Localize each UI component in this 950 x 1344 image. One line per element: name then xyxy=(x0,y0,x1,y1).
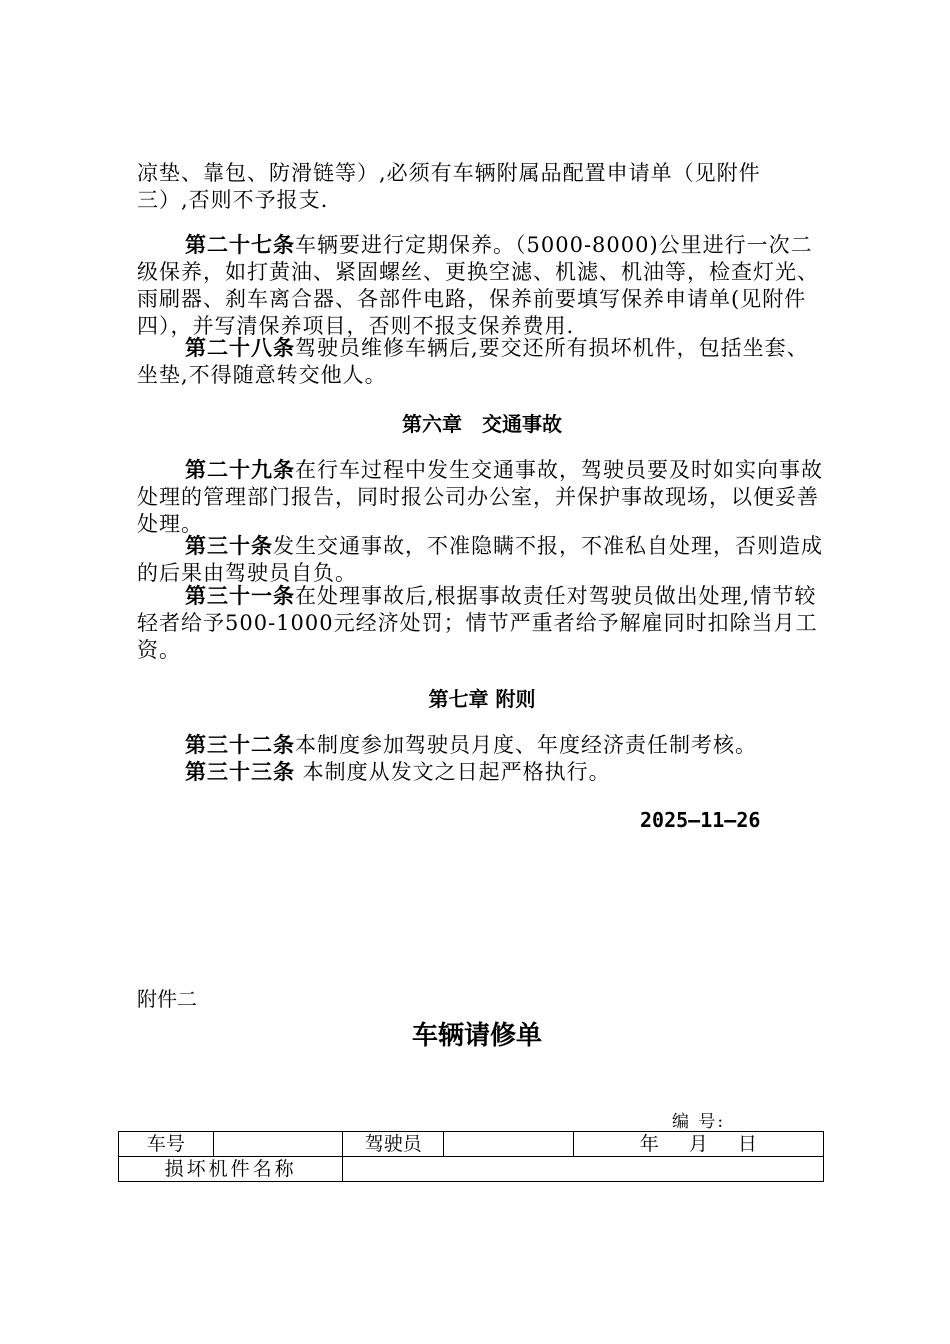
article-32 xyxy=(137,732,827,759)
attachment-label: 附件二 xyxy=(137,987,197,1011)
article-28 xyxy=(137,335,827,389)
article-label: 第二十九条 xyxy=(185,458,295,482)
article-text: 本制度参加驾驶员月度、年度经济责任制考核。 xyxy=(295,733,757,757)
driver-cell[interactable] xyxy=(444,1132,574,1157)
article-33 xyxy=(137,759,827,786)
article-label: 第二十八条 xyxy=(185,336,295,360)
article-30 xyxy=(137,533,827,587)
article-label: 第三十条 xyxy=(185,534,273,558)
damaged-parts-label: 损坏机件名称 xyxy=(119,1157,343,1182)
paragraph-continuation xyxy=(137,160,827,214)
date-cell[interactable] xyxy=(573,1132,823,1157)
issue-date: 2025—11—26 xyxy=(640,808,761,832)
year-label: 年 xyxy=(639,1133,659,1155)
form-title: 车辆请修单 xyxy=(411,1021,542,1051)
text-line: 三）,否则不予报支. xyxy=(137,188,329,212)
article-31 xyxy=(137,583,827,664)
text-line: 凉垫、靠包、防滑链等）,必须有车辆附属品配置申请单（见附件 xyxy=(137,161,761,185)
article-text: 在处理事故后,根据事故责任对驾驶员做出处理,情节较轻者给予500-1000元经济处罚；情节严重者给予解雇同时扣除当月工资。 xyxy=(137,584,818,662)
article-text: 在行车过程中发生交通事故，驾驶员要及时如实向事故处理的管理部门报告，同时报公司办公室，并保护事故现场，以便妥善处理。 xyxy=(137,458,823,536)
article-text: 本制度从发文之日起严格执行。 xyxy=(295,760,611,784)
chapter-heading: 第七章 附则 xyxy=(428,687,536,711)
article-27 xyxy=(137,232,827,340)
article-text: 车辆要进行定期保养。（5000-8000)公里进行一次二级保养，如打黄油、紧固螺丝、更换空滤、机滤、机油等，检查灯光、雨刷器、刹车离合器、各部件电路，保养前要填写保养申请单(见附件四），并写清保养项目，否则不报支保养费用. xyxy=(137,233,819,338)
article-label: 第三十二条 xyxy=(185,733,295,757)
car-number-cell[interactable] xyxy=(213,1132,343,1157)
serial-number-label: 编 号: xyxy=(672,1112,726,1132)
article-label: 第三十三条 xyxy=(185,760,295,784)
car-number-label: 车号 xyxy=(119,1132,214,1157)
table-row xyxy=(119,1157,824,1182)
article-label: 第二十七条 xyxy=(185,233,295,257)
month-label: 月 xyxy=(688,1133,708,1155)
chapter-heading: 第六章 交通事故 xyxy=(402,412,562,436)
damaged-parts-cell[interactable] xyxy=(343,1157,824,1182)
article-29 xyxy=(137,457,827,538)
table-row xyxy=(119,1132,824,1157)
driver-label: 驾驶员 xyxy=(343,1132,444,1157)
day-label: 日 xyxy=(737,1133,757,1155)
article-text: 驾驶员维修车辆后,要交还所有损坏机件，包括坐套、坐垫,不得随意转交他人。 xyxy=(137,336,809,387)
article-text: 发生交通事故，不准隐瞒不报，不准私自处理，否则造成的后果由驾驶员自负。 xyxy=(137,534,823,585)
repair-form-table xyxy=(118,1131,824,1182)
article-label: 第三十一条 xyxy=(185,584,295,608)
